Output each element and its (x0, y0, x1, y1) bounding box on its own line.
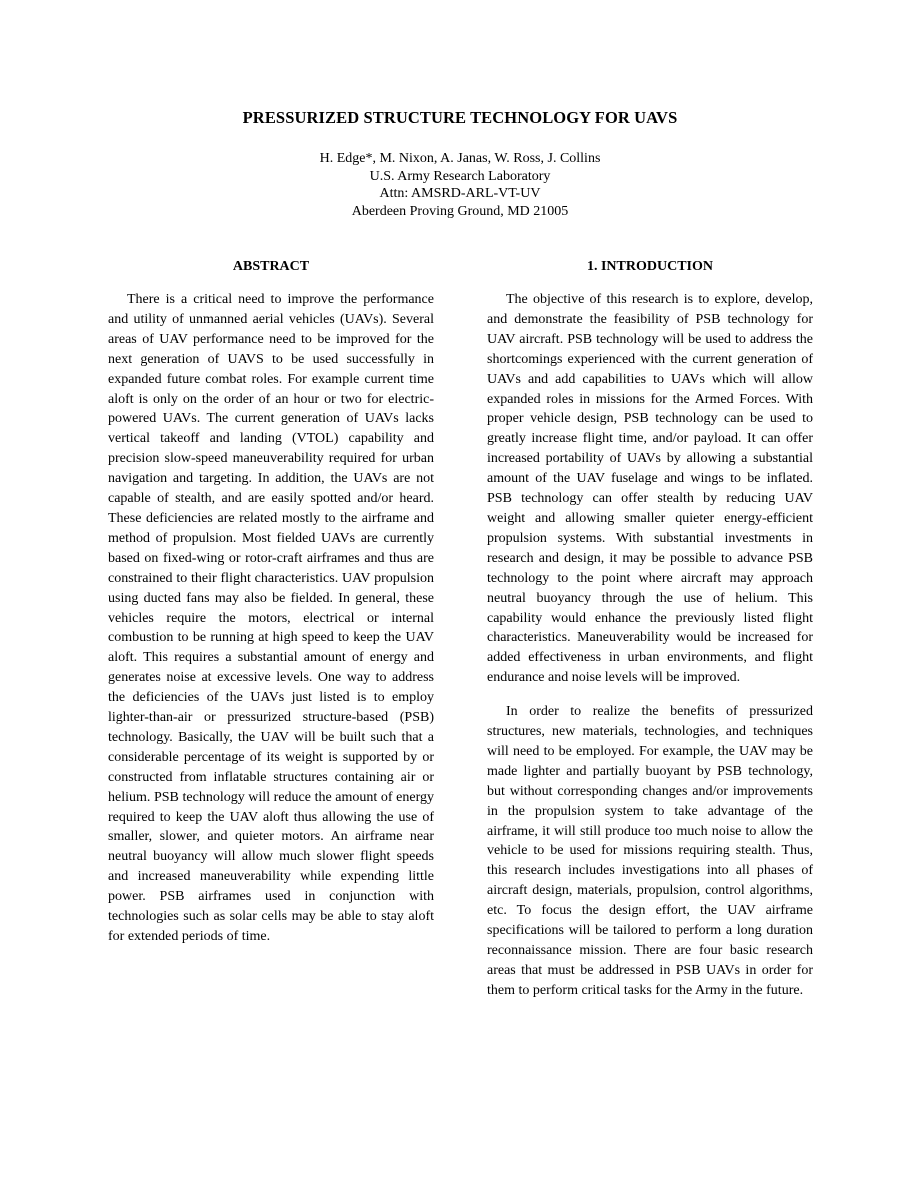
abstract-heading: ABSTRACT (232, 259, 310, 274)
introduction-heading: 1. INTRODUCTION (586, 259, 713, 274)
author-location: Aberdeen Proving Ground, MD 21005 (351, 203, 569, 219)
author-organization: U.S. Army Research Laboratory (369, 168, 551, 184)
left-column (108, 258, 434, 961)
author-attn: Attn: AMSRD-ARL-VT-UV (379, 186, 541, 201)
abstract-paragraph: There is a critical need to improve the performance and utility of unmanned aerial vehicles (UAVs). Several areas of UAV performance need to be improved for the next generation of UAVS to be used successfully in expanded future combat roles. For example current time aloft is only on the order of an hour or two for electric-powered UAVs. The current generation of UAVs lacks vertical takeoff and landing (VTOL) capability and precision slow-speed maneuverability required for urban navigation and targeting. In addition, the UAVs are not capable of stealth, and are easily spotted and/or heard. These deficiencies are related mostly to the airframe and method of propulsion. Most fielded UAVs are currently based on fixed-wing or rotor-craft airframes and thus are constrained to their flight characteristics. UAV propulsion using ducted fans may also be fielded. In general, these vehicles require the motors, electrical or internal combustion to be running at high speed to keep the UAV aloft. This requires a substantial amount of energy and generates noise at excessive levels. One way to address the deficiencies of the UAVs just listed is to employ lighter-than-air or pressurized structure-based (PSB) technology. Basically, the UAV will be built such that a considerable percentage of its weight is supported by or constructed from inflatable structures containing air or helium. PSB technology will reduce the amount of energy required to keep the UAV aloft thus allowing the use of smaller, slower, and quieter motors. An airframe near neutral buoyancy will allow much slower flight speeds and increased maneuverability while expending little power. PSB airframes used in conjunction with technologies such as solar cells may be able to stay aloft for extended periods of time. (108, 292, 434, 944)
introduction-paragraph-1: The objective of this research is to explore, develop, and demonstrate the feasibility of PSB technology for UAV aircraft. PSB technology will be used to address the shortcomings experienced with the current generation of UAVs and add capabilities to UAVs which will allow expanded roles in missions for the Armed Forces. With proper vehicle design, PSB technology can be used to greatly increase flight time, and/or payload. It can offer increased portability of UAVs by allowing a substantial amount of the UAV fuselage and wings to be inflated. PSB technology can offer stealth by reducing UAV weight and allowing smaller quieter energy-efficient propulsion systems. With substantial investments in research and design, it may be possible to advance PSB technology to the point where aircraft may approach neutral buoyancy through the use of helium. This capability would enhance the previously listed flight characteristics. Maneuverability would be increased for added effectiveness in urban environments, and flight endurance and noise levels will be improved. (487, 292, 813, 686)
introduction-paragraph-2: In order to realize the benefits of pressurized structures, new materials, technologies, and techniques will need to be employed. For example, the UAV may be made lighter and partially buoyant by PSB technology, but without corresponding changes and/or improvements in the propulsion system to take advantage of the airframe, it will still produce too much noise to allow the vehicle to be used for missions requiring stealth. Thus, this research includes investigations into all phases of aircraft design, materials, propulsion, control algorithms, etc. To focus the design effort, the UAV airframe specifications will be tailored to perform a long duration reconnaissance mission. There are four basic research areas that must be addressed in PSB UAVs in order for them to perform critical tasks for the Army in the future. (487, 704, 813, 998)
author-block (0, 150, 920, 220)
paper-title: PRESSURIZED STRUCTURE TECHNOLOGY FOR UAVS (242, 108, 678, 127)
right-column (487, 258, 813, 1015)
author-names: H. Edge*, M. Nixon, A. Janas, W. Ross, J. Collins (319, 151, 601, 166)
